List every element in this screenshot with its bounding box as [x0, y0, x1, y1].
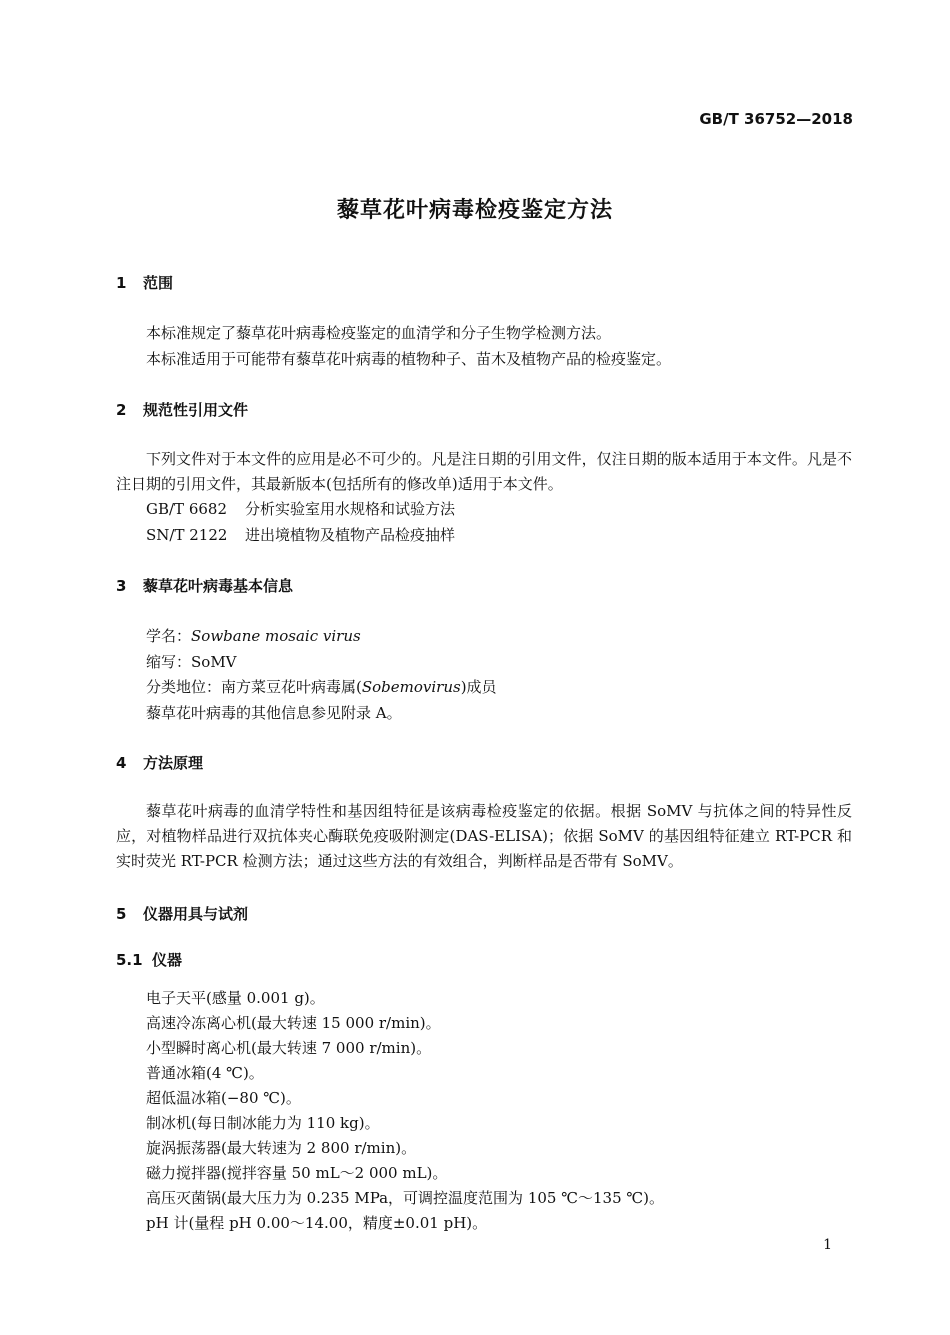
list-item: 超低温冰箱(−80 ℃)。	[146, 1089, 301, 1107]
list-item: pH 计(量程 pH 0.00～14.00，精度±0.01 pH)。	[146, 1214, 488, 1232]
section-title: 规范性引用文件	[143, 401, 249, 419]
abbreviation-line	[146, 651, 237, 672]
list-item: 高压灭菌锅(最大压力为 0.235 MPa，可调控温度范围为 105 ℃～135 ℃)。	[146, 1189, 665, 1207]
page-number: 1	[823, 1237, 832, 1253]
reference-code: GB/T 6682	[146, 500, 228, 518]
section-title: 方法原理	[143, 754, 204, 772]
section-heading-2	[116, 399, 248, 420]
section-title: 仪器	[152, 951, 183, 969]
paragraph-line: 藜草花叶病毒的其他信息参见附录 A。	[146, 704, 402, 722]
reference-entry	[146, 498, 455, 519]
subsection-heading-5-1	[116, 949, 182, 970]
reference-entry	[146, 524, 455, 545]
reference-title: 进出境植物及植物产品检疫抽样	[245, 526, 456, 544]
section-number: 5	[116, 905, 127, 923]
list-item: 磁力搅拌器(搅拌容量 50 mL～2 000 mL)。	[146, 1164, 448, 1182]
list-item: 旋涡振荡器(最大转速为 2 800 r/min)。	[146, 1139, 417, 1157]
classification-suffix: )成员	[460, 678, 497, 696]
classification-prefix: 分类地位：南方菜豆花叶病毒属(	[146, 678, 362, 696]
reference-title: 分析实验室用水规格和试验方法	[245, 500, 456, 518]
section-title: 藜草花叶病毒基本信息	[143, 577, 294, 595]
section-number: 2	[116, 401, 127, 419]
genus-name: Sobemovirus	[361, 678, 461, 696]
paragraph-line: 本标准适用于可能带有藜草花叶病毒的植物种子、苗木及植物产品的检疫鉴定。	[146, 350, 672, 368]
classification-line	[146, 676, 497, 697]
paragraph-line: 本标准规定了藜草花叶病毒检疫鉴定的血清学和分子生物学检测方法。	[146, 324, 612, 342]
section-title: 仪器用具与试剂	[143, 905, 249, 923]
reference-code: SN/T 2122	[146, 526, 228, 544]
section-heading-5	[116, 903, 248, 924]
list-item: 小型瞬时离心机(最大转速 7 000 r/min)。	[146, 1039, 432, 1057]
label: 学名：	[146, 627, 192, 645]
label: 缩写：	[146, 653, 192, 671]
paragraph: 下列文件对于本文件的应用是必不可少的。凡是注日期的引用文件，仅注日期的版本适用于本文件。凡是不注日期的引用文件，其最新版本(包括所有的修改单)适用于本文件。	[116, 450, 852, 493]
list-item: 制冰机(每日制冰能力为 110 kg)。	[146, 1114, 380, 1132]
document-title: 藜草花叶病毒检疫鉴定方法	[336, 198, 613, 223]
section-heading-1	[116, 272, 173, 293]
list-item: 电子天平(感量 0.001 g)。	[146, 989, 325, 1007]
abbreviation: SoMV	[191, 653, 237, 671]
paragraph: 藜草花叶病毒的血清学特性和基因组特征是该病毒检疫鉴定的依据。根据 SoMV 与抗体之间的特异性反应，对植物样品进行双抗体夹心酶联免疫吸附测定(DAS-ELISA)；依据 SoMV 的基因组特征建立 RT-PCR 和实时荧光 RT-PCR 检测方法；通过这些方法的有效组合，判断样品是否带有 SoMV。	[116, 802, 852, 870]
section-number: 4	[116, 754, 127, 772]
section-title: 范围	[143, 274, 174, 292]
scientific-name-line	[146, 625, 361, 646]
section-number: 1	[116, 274, 127, 292]
section-heading-3	[116, 575, 293, 596]
section-heading-4	[116, 752, 203, 773]
standard-code: GB/T 36752—2018	[699, 110, 853, 128]
section-number: 3	[116, 577, 127, 595]
list-item: 普通冰箱(4 ℃)。	[146, 1064, 264, 1082]
scientific-name: Sowbane mosaic virus	[191, 627, 361, 645]
section-number: 5.1	[116, 951, 143, 969]
list-item: 高速冷冻离心机(最大转速 15 000 r/min)。	[146, 1014, 441, 1032]
